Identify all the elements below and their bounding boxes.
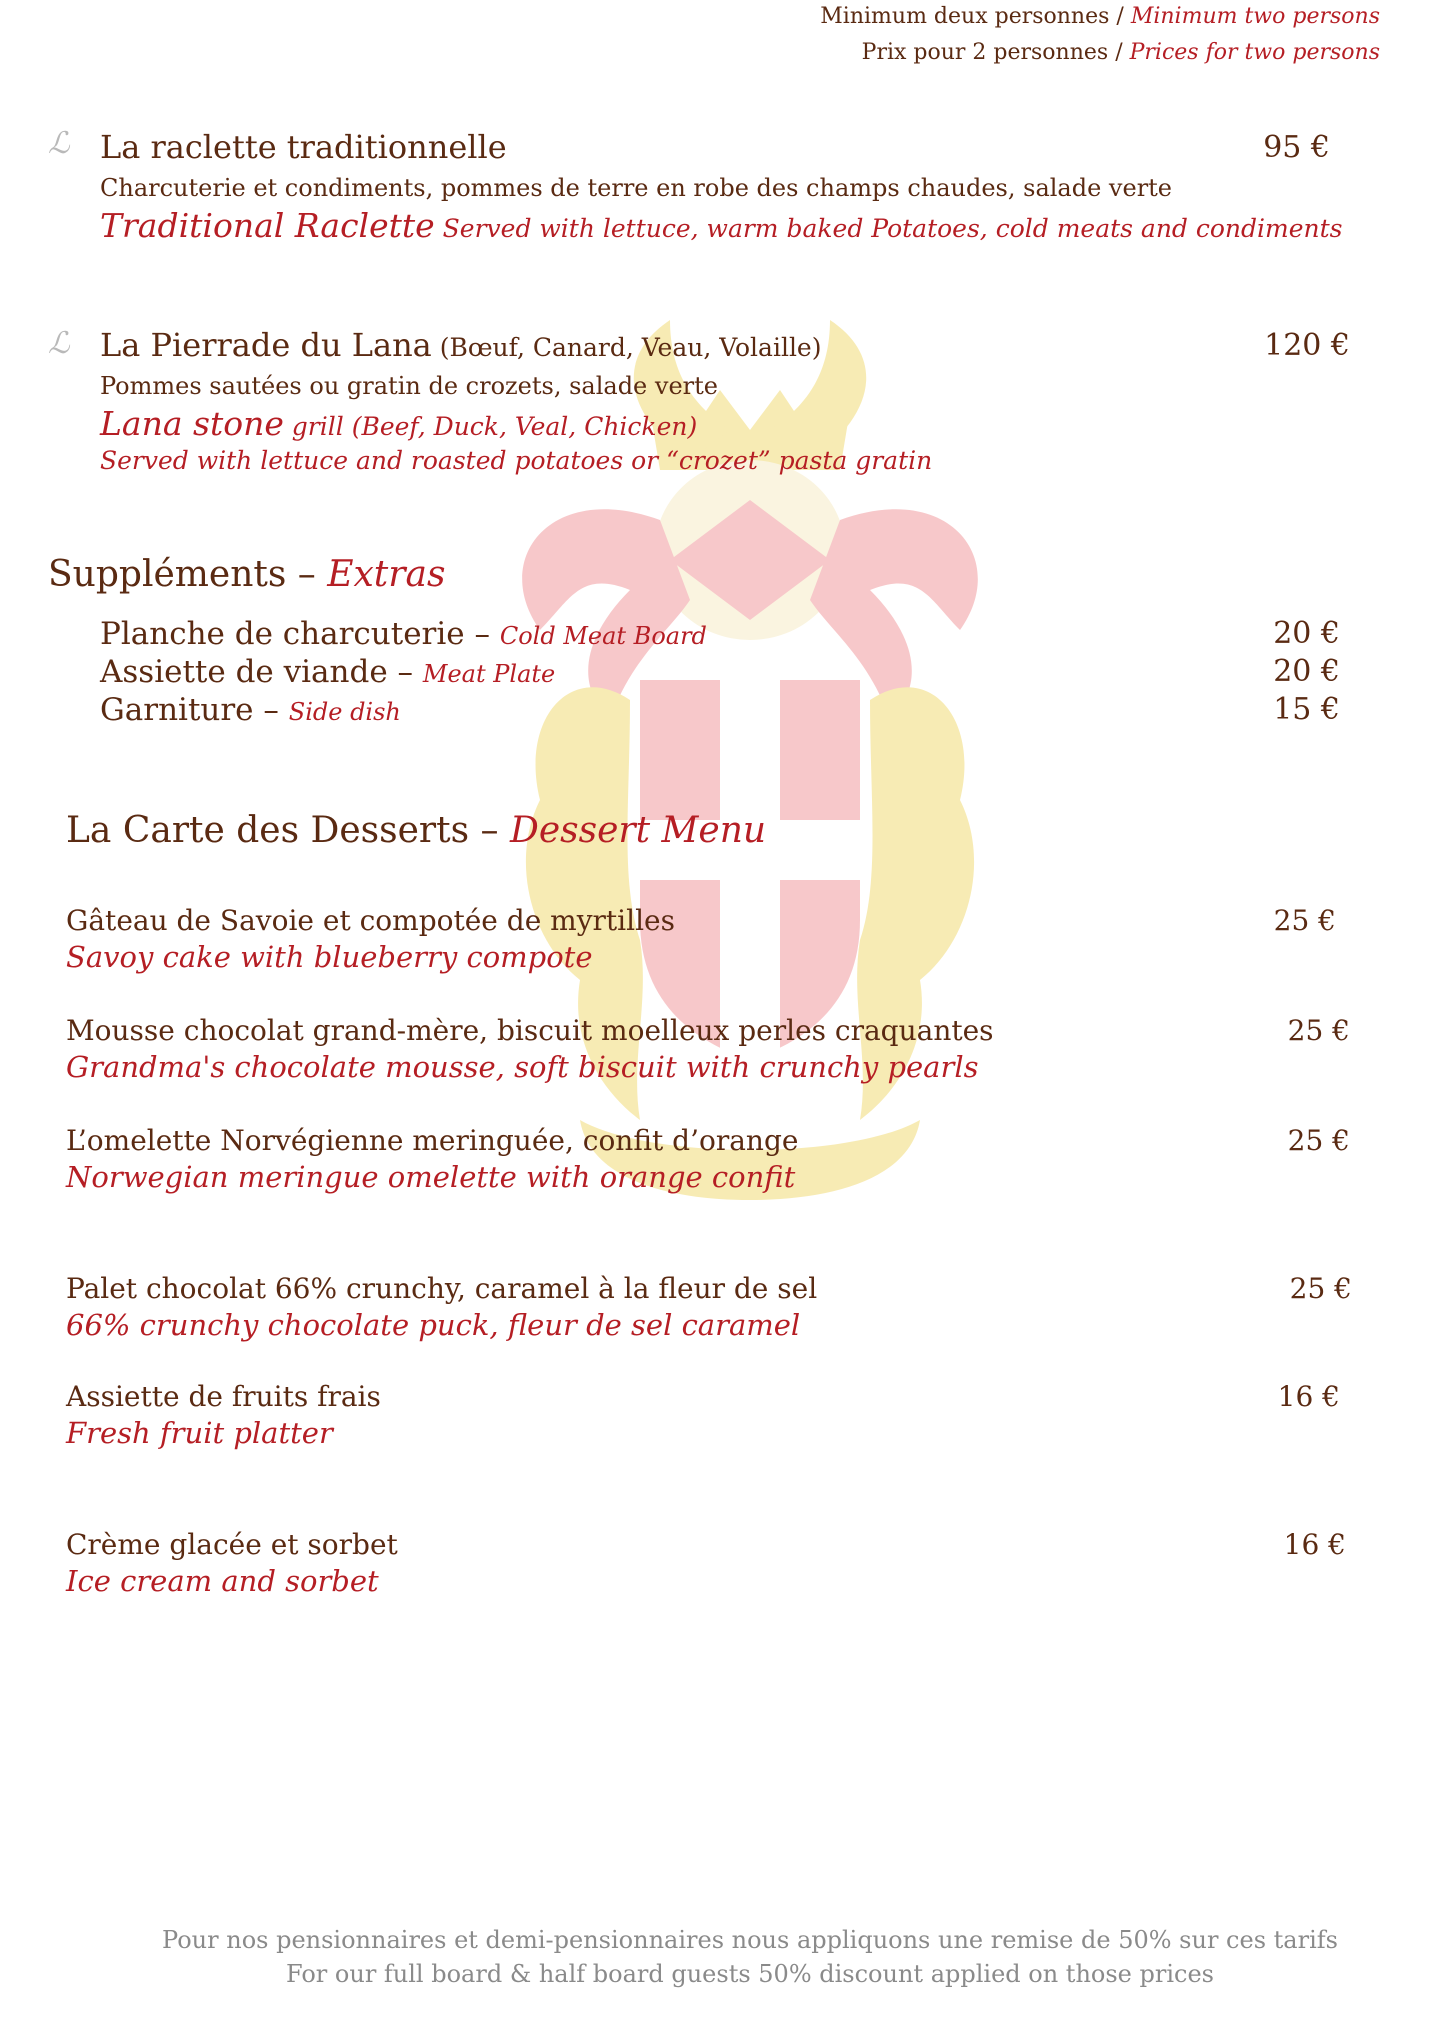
raclette-desc-fr: Charcuterie et condiments, pommes de terre en robe des champs chaudes, salade verte	[100, 174, 1173, 202]
dessert-item-fr: Crème glacée et sorbet	[66, 1528, 398, 1561]
dessert-item-fr: Palet chocolat 66% crunchy, caramel à la fleur de sel	[66, 1272, 818, 1305]
dessert-item-fr: Assiette de fruits frais	[66, 1380, 381, 1413]
dessert-item-en: Fresh fruit platter	[66, 1416, 333, 1450]
dessert-item-price: 25 €	[1287, 1014, 1350, 1047]
fleur-de-lis-bullet-icon: ℒ	[48, 126, 70, 161]
dessert-item-price: 16 €	[1277, 1380, 1340, 1413]
extras-title-en: Extras	[327, 554, 446, 595]
dessert-item-fr: Gâteau de Savoie et compotée de myrtilles	[66, 904, 675, 937]
extra-item-en: Meat Plate	[422, 660, 556, 688]
raclette-price: 95 €	[1263, 130, 1330, 165]
header-minimum-persons	[820, 4, 1380, 29]
dessert-item-price: 25 €	[1289, 1272, 1352, 1305]
pierrade-desc-fr: Pommes sautées ou gratin de crozets, salade verte	[100, 372, 718, 400]
extra-item	[100, 654, 555, 690]
footer-discount-en: For our full board & half board guests 50% discount applied on those prices	[286, 1960, 1214, 1988]
extra-item-en: Side dish	[288, 698, 401, 726]
dessert-item-en: Norwegian meringue omelette with orange confit	[66, 1160, 796, 1194]
extras-title-fr: Suppléments –	[48, 554, 328, 595]
coat-of-arms-watermark	[430, 300, 1070, 1260]
dessert-item-fr: L’omelette Norvégienne meringuée, confit d’orange	[66, 1124, 799, 1157]
dessert-item-en: Grandma's chocolate mousse, soft biscuit with crunchy pearls	[66, 1050, 979, 1084]
pierrade-title-en: Lana stone	[100, 404, 284, 443]
pierrade-title-paren: (Bœuf, Canard, Veau, Volaille)	[431, 333, 822, 362]
pierrade-title-line	[100, 326, 821, 364]
header-prices-for-two	[862, 40, 1380, 65]
dessert-item-price: 25 €	[1273, 904, 1336, 937]
header-line2-fr: Prix pour 2 personnes /	[861, 40, 1130, 65]
desserts-section-title	[66, 810, 766, 851]
extra-item-fr: Planche de charcuterie –	[100, 616, 500, 652]
pierrade-title: La Pierrade du Lana	[100, 326, 432, 364]
footer-discount-fr: Pour nos pensionnaires et demi-pensionnaires nous appliquons une remise de 50% sur ces tarifs	[162, 1926, 1338, 1954]
pierrade-price: 120 €	[1264, 328, 1350, 363]
dessert-item-fr: Mousse chocolat grand-mère, biscuit moelleux perles craquantes	[66, 1014, 994, 1047]
extra-item-fr: Assiette de viande –	[100, 654, 423, 690]
extra-item	[100, 692, 401, 728]
pierrade-en-line	[100, 404, 697, 443]
raclette-title-en: Traditional Raclette	[100, 206, 435, 245]
dessert-item-price: 25 €	[1287, 1124, 1350, 1157]
dessert-item-price: 16 €	[1283, 1528, 1346, 1561]
extra-item-price: 15 €	[1273, 692, 1340, 727]
extra-item-price: 20 €	[1273, 616, 1340, 651]
dessert-item-en: Savoy cake with blueberry compote	[66, 940, 593, 974]
desserts-title-fr: La Carte des Desserts –	[66, 810, 510, 851]
extra-item-price: 20 €	[1273, 654, 1340, 689]
raclette-title: La raclette traditionnelle	[100, 128, 507, 166]
header-line1-fr: Minimum deux personnes /	[820, 4, 1131, 29]
extras-section-title	[48, 554, 445, 595]
fleur-de-lis-bullet-icon: ℒ	[48, 326, 70, 361]
dessert-item-en: 66% crunchy chocolate puck, fleur de sel caramel	[66, 1308, 801, 1342]
dessert-item-en: Ice cream and sorbet	[66, 1564, 379, 1598]
raclette-en-line	[100, 206, 1343, 245]
extra-item	[100, 616, 707, 652]
pierrade-desc-en: Served with lettuce and roasted potatoes or “crozet” pasta gratin	[100, 446, 933, 475]
raclette-desc-en: Served with lettuce, warm baked Potatoes, cold meats and condiments	[434, 214, 1343, 243]
header-line2-en: Prices for two persons	[1129, 40, 1380, 65]
header-line1-en: Minimum two persons	[1130, 4, 1380, 29]
desserts-title-en: Dessert Menu	[509, 810, 767, 851]
extra-item-en: Cold Meat Board	[499, 622, 707, 650]
pierrade-title-en-rest: grill (Beef, Duck, Veal, Chicken)	[283, 412, 698, 441]
extra-item-fr: Garniture –	[100, 692, 289, 728]
